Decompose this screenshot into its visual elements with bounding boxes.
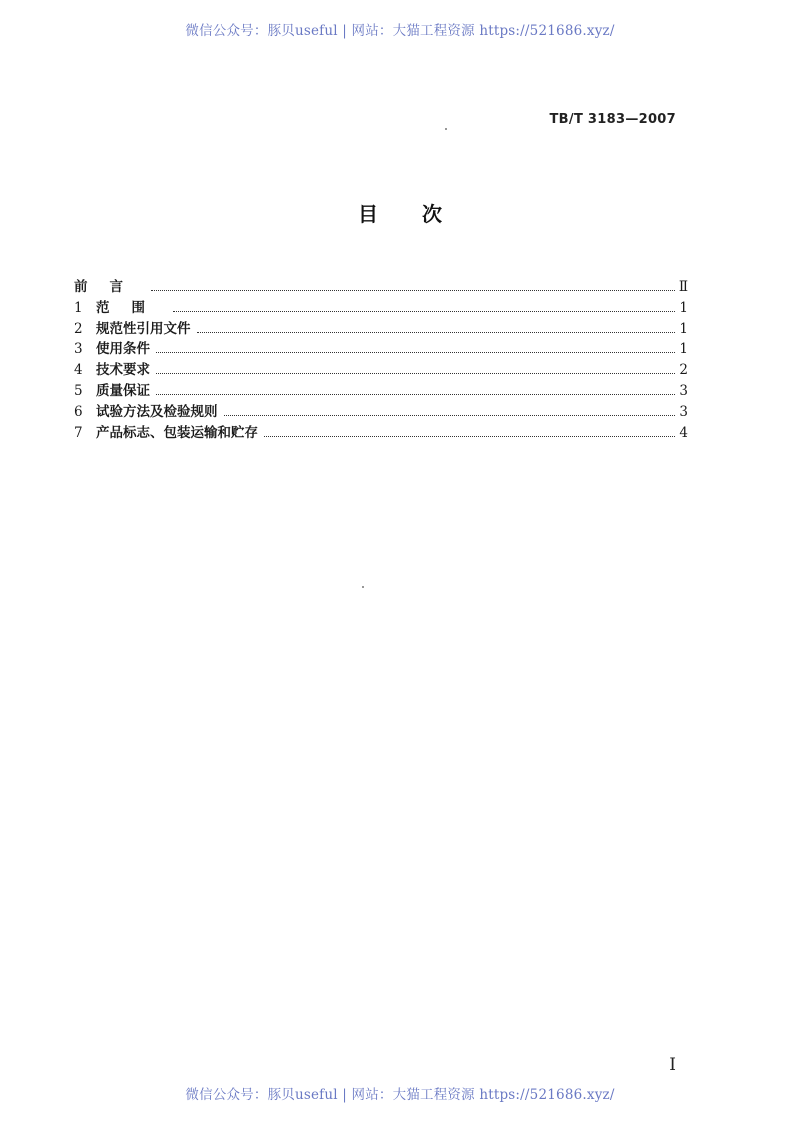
toc-entry-number: 6 <box>74 403 83 420</box>
toc-entry-quality-assurance[interactable] <box>74 379 688 400</box>
toc-leader-dots <box>156 351 675 353</box>
toc-entry-label: 使用条件 <box>96 341 150 358</box>
toc-entry-number: 2 <box>74 320 83 337</box>
toc-leader-dots <box>173 310 675 312</box>
toc-leader-dots <box>156 393 675 395</box>
toc-entry-scope[interactable] <box>74 296 688 317</box>
watermark-top: 微信公众号：豚贝useful | 网站：大猫工程资源 https://521686.xyz/ <box>185 23 615 39</box>
toc-entry-number: 1 <box>74 299 83 316</box>
toc-entry-normative-references[interactable] <box>74 317 688 338</box>
toc-entry-technical-requirements[interactable] <box>74 358 688 379</box>
toc-leader-dots <box>197 331 676 333</box>
toc-entry-label: 试验方法及检验规则 <box>96 403 218 420</box>
page-number: I <box>669 1055 676 1075</box>
toc-title: 目次 <box>358 202 486 226</box>
toc-leader-dots <box>264 435 675 437</box>
toc-entry-number: 4 <box>74 362 83 379</box>
toc-leader-dots <box>151 289 675 291</box>
toc-entry-page: 1 <box>679 320 688 337</box>
toc-entry-number: 7 <box>74 424 83 441</box>
table-of-contents <box>74 275 688 441</box>
toc-entry-label: 产品标志、包装运输和贮存 <box>96 424 258 441</box>
toc-entry-number: 3 <box>74 341 83 358</box>
toc-entry-label: 前言 <box>74 279 145 295</box>
scan-speck <box>445 128 447 130</box>
toc-entry-test-methods[interactable] <box>74 400 688 421</box>
toc-entry-service-conditions[interactable] <box>74 337 688 358</box>
toc-entry-page: 4 <box>679 424 688 441</box>
toc-entry-label: 技术要求 <box>96 362 150 379</box>
toc-entry-foreword[interactable] <box>74 275 688 296</box>
toc-entry-label: 规范性引用文件 <box>96 320 191 337</box>
toc-entry-label: 质量保证 <box>96 382 150 399</box>
toc-entry-page: 3 <box>679 403 688 420</box>
toc-entry-page: 3 <box>679 382 688 399</box>
toc-leader-dots <box>224 414 676 416</box>
scan-speck <box>362 586 364 588</box>
toc-entry-page: Ⅱ <box>678 279 688 295</box>
toc-entry-page: 1 <box>679 299 688 316</box>
toc-entry-page: 1 <box>679 341 688 358</box>
toc-leader-dots <box>156 372 675 374</box>
watermark-bottom: 微信公众号：豚贝useful | 网站：大猫工程资源 https://521686.xyz/ <box>185 1087 615 1103</box>
toc-entry-label: 范围 <box>96 299 167 316</box>
standard-code: TB/T 3183—2007 <box>549 112 676 127</box>
toc-entry-page: 2 <box>679 362 688 379</box>
toc-entry-number: 5 <box>74 382 83 399</box>
toc-entry-marking-packaging[interactable] <box>74 421 688 442</box>
